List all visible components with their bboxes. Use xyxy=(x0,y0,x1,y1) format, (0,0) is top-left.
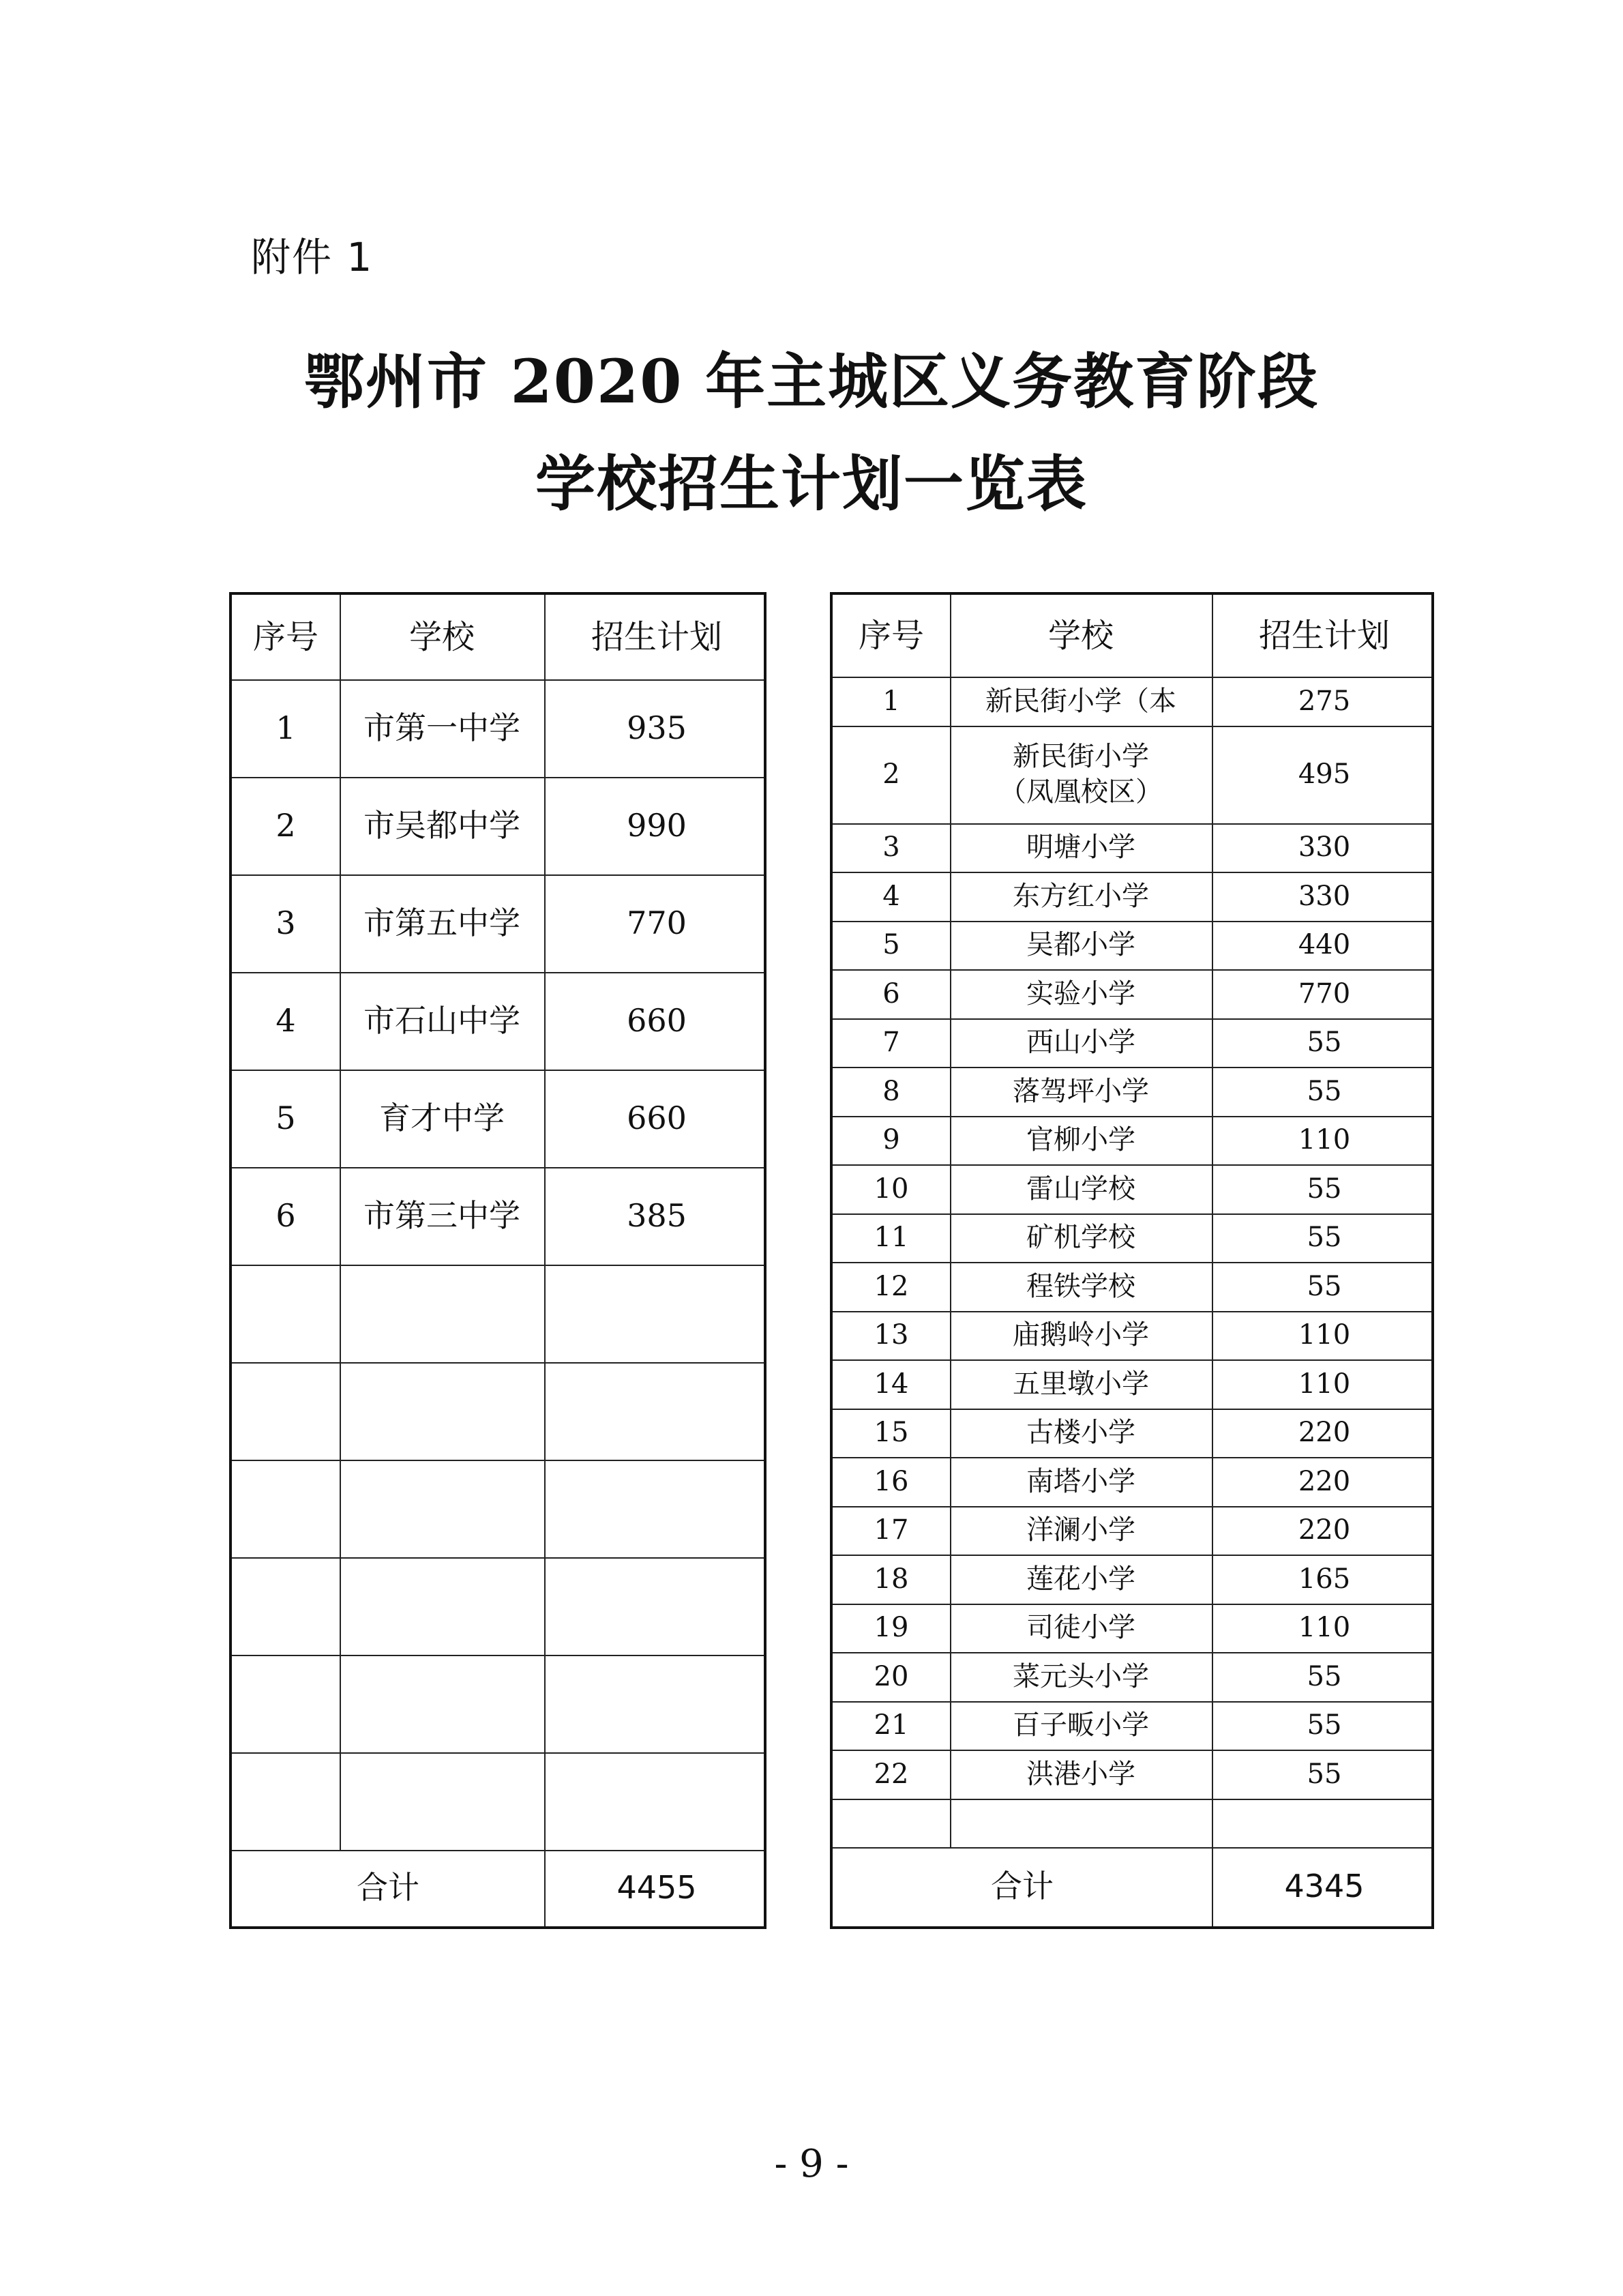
header-seq xyxy=(833,595,950,677)
table-row-plan-text: 55 xyxy=(1307,1270,1342,1302)
table-row-school xyxy=(950,726,1212,823)
table-row-plan xyxy=(544,1752,769,1850)
table-row-plan-text: 55 xyxy=(1307,1075,1342,1107)
table-row-seq-text: 10 xyxy=(874,1173,909,1205)
table-row-seq xyxy=(232,679,340,777)
table-row-seq-text: 8 xyxy=(882,1075,900,1107)
total-label-text: 合计 xyxy=(991,1868,1054,1905)
table-row-plan-text: 55 xyxy=(1307,1222,1342,1254)
table-row-school xyxy=(340,1655,544,1752)
table-row-plan-text: 220 xyxy=(1298,1417,1351,1449)
table-row-plan-text: 935 xyxy=(627,709,687,746)
table-row-seq xyxy=(833,1116,950,1165)
table-row-school-text: 市吴都中学 xyxy=(363,806,520,844)
table-row-plan xyxy=(1212,726,1437,823)
table-row-school xyxy=(950,1799,1212,1848)
table-row-school xyxy=(950,1750,1212,1799)
table-row-seq-text: 19 xyxy=(874,1612,909,1644)
table-row-seq-text: 13 xyxy=(874,1319,909,1351)
table-row-plan xyxy=(544,777,769,874)
table-row-plan xyxy=(544,874,769,972)
document-title-line1: 鄂州市 2020 年主城区义务教育阶段 xyxy=(303,346,1320,417)
table-row-seq-text: 3 xyxy=(882,831,900,864)
table-row-plan xyxy=(544,1265,769,1362)
table-row-plan xyxy=(1212,1799,1437,1848)
table-row-seq xyxy=(232,1362,340,1460)
table-row-plan-text: 110 xyxy=(1298,1612,1351,1644)
table-row-plan xyxy=(1212,1213,1437,1263)
table-row-plan-text: 275 xyxy=(1298,685,1351,717)
table-row-seq-text: 3 xyxy=(276,904,296,941)
table-row-plan xyxy=(1212,1262,1437,1311)
table-row-seq-text: 7 xyxy=(882,1027,900,1059)
table-row-school xyxy=(340,1460,544,1557)
table-row-school xyxy=(340,1265,544,1362)
header-school xyxy=(340,595,544,679)
table-row-school xyxy=(340,1362,544,1460)
table-row-school-text: 新民街小学 （凤凰校区） xyxy=(999,741,1163,808)
header-plan xyxy=(1212,595,1437,677)
table-row-plan-text: 165 xyxy=(1298,1563,1351,1595)
total-label xyxy=(833,1847,1212,1926)
table-row-seq-text: 17 xyxy=(874,1514,909,1546)
table-row-seq xyxy=(232,1655,340,1752)
table-row-plan-text: 770 xyxy=(627,904,687,941)
table-row-seq xyxy=(833,1311,950,1360)
table-row-plan xyxy=(1212,1701,1437,1750)
header-plan-text: 招生计划 xyxy=(591,617,722,656)
table-row-plan-text: 55 xyxy=(1307,1709,1342,1741)
table-row-plan xyxy=(1212,1116,1437,1165)
table-row-school-text: 百子畈小学 xyxy=(1013,1709,1149,1741)
table-row-school-text: 官柳小学 xyxy=(1026,1124,1135,1156)
table-row-plan-text: 55 xyxy=(1307,1173,1342,1205)
page-number: - 9 - xyxy=(774,2142,849,2186)
table-row-school-text: 司徒小学 xyxy=(1026,1612,1135,1644)
table-row-seq xyxy=(833,726,950,823)
table-row-school xyxy=(340,777,544,874)
total-value-text: 4345 xyxy=(1284,1868,1365,1905)
table-row-plan xyxy=(544,1557,769,1655)
table-row-school-text: 东方红小学 xyxy=(1013,880,1149,912)
header-seq-text: 序号 xyxy=(252,617,318,656)
table-row-school xyxy=(950,1506,1212,1555)
table-row-plan xyxy=(1212,1457,1437,1506)
table-row-plan-text: 495 xyxy=(1298,759,1351,790)
table-row-seq-text: 5 xyxy=(882,929,900,961)
total-label-text: 合计 xyxy=(357,1869,419,1907)
table-row-school xyxy=(340,1752,544,1850)
table-row-seq-text: 12 xyxy=(874,1270,909,1302)
table-row-school xyxy=(950,677,1212,726)
table-row-seq xyxy=(833,1750,950,1799)
table-row-plan-text: 55 xyxy=(1307,1758,1342,1790)
table-row-plan xyxy=(1212,1750,1437,1799)
table-row-plan-text: 660 xyxy=(627,1099,687,1136)
table-row-school xyxy=(950,1164,1212,1213)
table-row-school-text: 菜元头小学 xyxy=(1013,1660,1149,1692)
table-row-school-text: 程铁学校 xyxy=(1026,1270,1135,1302)
table-row-school xyxy=(950,1116,1212,1165)
table-row-seq xyxy=(232,1167,340,1265)
table-row-school xyxy=(950,1555,1212,1604)
table-row-seq xyxy=(232,1557,340,1655)
table-row-school xyxy=(950,1457,1212,1506)
header-school-text: 学校 xyxy=(408,617,475,656)
table-row-school xyxy=(950,1262,1212,1311)
table-row-plan xyxy=(1212,1604,1437,1653)
table-row-plan xyxy=(544,1362,769,1460)
table-row-seq xyxy=(833,1506,950,1555)
table-row-plan-text: 770 xyxy=(1298,977,1351,1010)
table-row-seq-text: 6 xyxy=(276,1196,296,1234)
attachment-label: 附件 1 xyxy=(251,234,374,280)
header-school-text: 学校 xyxy=(1047,616,1114,655)
total-value xyxy=(544,1850,769,1926)
table-row-school-text: 古楼小学 xyxy=(1026,1417,1135,1449)
table-row-plan xyxy=(544,1070,769,1167)
table-row-school xyxy=(950,1311,1212,1360)
table-row-school-text: 西山小学 xyxy=(1026,1027,1135,1059)
table-row-plan xyxy=(544,1655,769,1752)
table-row-plan-text: 220 xyxy=(1298,1465,1351,1497)
table-row-plan xyxy=(1212,1018,1437,1068)
table-row-seq-text: 9 xyxy=(882,1124,900,1156)
header-seq-text: 序号 xyxy=(858,616,924,655)
table-row-school xyxy=(340,874,544,972)
table-row-plan xyxy=(1212,1164,1437,1213)
table-row-seq xyxy=(833,969,950,1018)
table-row-school-text: 庙鹅岭小学 xyxy=(1013,1319,1149,1351)
table-row-school xyxy=(950,1213,1212,1263)
table-row-seq-text: 22 xyxy=(874,1758,909,1790)
table-row-seq-text: 11 xyxy=(874,1222,909,1254)
table-row-seq xyxy=(833,1604,950,1653)
table-row-plan xyxy=(544,679,769,777)
table-row-plan-text: 110 xyxy=(1298,1368,1351,1400)
table-row-school-text: 育才中学 xyxy=(379,1099,505,1136)
table-row-seq-text: 2 xyxy=(882,759,900,790)
table-row-school-text: 新民街小学（本 xyxy=(985,685,1176,717)
table-row-school xyxy=(950,1018,1212,1068)
table-row-seq xyxy=(833,1409,950,1458)
header-plan xyxy=(544,595,769,679)
table-row-plan-text: 110 xyxy=(1298,1124,1351,1156)
table-row-seq xyxy=(833,1652,950,1701)
table-row-plan xyxy=(1212,969,1437,1018)
table-row-school xyxy=(950,921,1212,970)
total-value xyxy=(1212,1847,1437,1926)
table-row-school-text: 落驾坪小学 xyxy=(1013,1075,1149,1107)
table-row-plan xyxy=(1212,1506,1437,1555)
table-row-seq xyxy=(232,1070,340,1167)
table-row-seq xyxy=(833,1067,950,1116)
header-school xyxy=(950,595,1212,677)
table-row-school-text: 市第五中学 xyxy=(363,904,520,941)
table-row-plan xyxy=(1212,677,1437,726)
table-row-seq xyxy=(833,677,950,726)
table-row-seq-text: 18 xyxy=(874,1563,909,1595)
table-row-seq xyxy=(833,1701,950,1750)
table-row-school xyxy=(340,1557,544,1655)
total-label xyxy=(232,1850,544,1926)
header-plan-text: 招生计划 xyxy=(1258,616,1390,655)
document-title-line2: 学校招生计划一览表 xyxy=(535,448,1088,519)
table-row-school xyxy=(950,1652,1212,1701)
table-row-seq xyxy=(232,972,340,1070)
table-row-seq-text: 1 xyxy=(276,709,296,746)
table-row-school-text: 市第三中学 xyxy=(363,1196,520,1234)
table-row-seq xyxy=(833,823,950,872)
table-row-plan xyxy=(1212,921,1437,970)
table-row-seq xyxy=(232,777,340,874)
table-row-school-text: 洪港小学 xyxy=(1026,1758,1135,1790)
table-row-seq-text: 14 xyxy=(874,1368,909,1400)
table-row-school xyxy=(950,823,1212,872)
table-row-plan xyxy=(1212,1311,1437,1360)
table-row-seq xyxy=(232,1460,340,1557)
table-row-plan-text: 55 xyxy=(1307,1660,1342,1692)
table-row-plan xyxy=(1212,1652,1437,1701)
table-row-seq xyxy=(232,1265,340,1362)
table-row-plan xyxy=(1212,1555,1437,1604)
table-row-seq xyxy=(833,1164,950,1213)
table-row-school xyxy=(950,1359,1212,1409)
table-row-plan-text: 220 xyxy=(1298,1514,1351,1546)
table-row-seq xyxy=(833,1799,950,1848)
table-row-seq xyxy=(232,1752,340,1850)
table-row-plan xyxy=(1212,1067,1437,1116)
table-row-seq xyxy=(833,1213,950,1263)
table-row-school xyxy=(950,1067,1212,1116)
table-row-seq xyxy=(833,872,950,921)
table-row-seq-text: 20 xyxy=(874,1660,909,1692)
primary-school-table xyxy=(830,592,1434,1929)
table-row-plan-text: 990 xyxy=(627,806,687,844)
header-seq xyxy=(232,595,340,679)
middle-school-table xyxy=(229,592,766,1929)
table-row-plan-text: 110 xyxy=(1298,1319,1351,1351)
table-row-school xyxy=(950,872,1212,921)
table-row-plan xyxy=(1212,823,1437,872)
total-value-text: 4455 xyxy=(616,1869,697,1907)
table-row-plan xyxy=(1212,1409,1437,1458)
table-row-school-text: 南塔小学 xyxy=(1026,1465,1135,1497)
table-row-school xyxy=(340,972,544,1070)
table-row-plan-text: 385 xyxy=(627,1196,687,1234)
table-row-school xyxy=(340,1070,544,1167)
table-row-school xyxy=(950,969,1212,1018)
table-row-seq-text: 4 xyxy=(882,880,900,912)
table-row-seq xyxy=(833,1262,950,1311)
table-row-seq xyxy=(833,921,950,970)
table-row-seq-text: 16 xyxy=(874,1465,909,1497)
table-row-seq-text: 2 xyxy=(276,806,296,844)
table-row-school-text: 莲花小学 xyxy=(1026,1563,1135,1595)
table-row-school xyxy=(950,1701,1212,1750)
table-row-seq xyxy=(833,1457,950,1506)
table-row-school-text: 矿机学校 xyxy=(1026,1222,1135,1254)
table-row-plan-text: 330 xyxy=(1298,880,1351,912)
table-row-school-text: 明塘小学 xyxy=(1026,831,1135,864)
table-row-seq-text: 5 xyxy=(276,1099,296,1136)
table-row-plan xyxy=(544,1167,769,1265)
table-row-plan xyxy=(544,972,769,1070)
table-row-seq-text: 4 xyxy=(276,1001,296,1039)
table-row-seq xyxy=(833,1555,950,1604)
table-row-plan xyxy=(1212,1359,1437,1409)
table-row-plan-text: 55 xyxy=(1307,1027,1342,1059)
table-row-plan-text: 330 xyxy=(1298,831,1351,864)
table-row-seq xyxy=(833,1018,950,1068)
table-row-plan-text: 440 xyxy=(1298,929,1351,961)
table-row-school-text: 吴都小学 xyxy=(1026,929,1135,961)
table-row-school xyxy=(340,679,544,777)
table-row-seq-text: 1 xyxy=(882,685,900,717)
table-row-school-text: 市第一中学 xyxy=(363,709,520,746)
table-row-seq xyxy=(833,1359,950,1409)
table-row-school xyxy=(950,1409,1212,1458)
table-row-plan-text: 660 xyxy=(627,1001,687,1039)
table-row-plan xyxy=(1212,872,1437,921)
table-row-school-text: 实验小学 xyxy=(1026,977,1135,1010)
table-row-school xyxy=(950,1604,1212,1653)
table-row-seq xyxy=(232,874,340,972)
table-row-seq-text: 6 xyxy=(882,977,900,1010)
table-row-seq-text: 21 xyxy=(874,1709,909,1741)
table-row-school-text: 洋澜小学 xyxy=(1026,1514,1135,1546)
table-row-school-text: 市石山中学 xyxy=(363,1001,520,1039)
table-row-school xyxy=(340,1167,544,1265)
table-row-plan xyxy=(544,1460,769,1557)
table-row-seq-text: 15 xyxy=(874,1417,909,1449)
table-row-school-text: 雷山学校 xyxy=(1026,1173,1135,1205)
table-row-school-text: 五里墩小学 xyxy=(1013,1368,1149,1400)
